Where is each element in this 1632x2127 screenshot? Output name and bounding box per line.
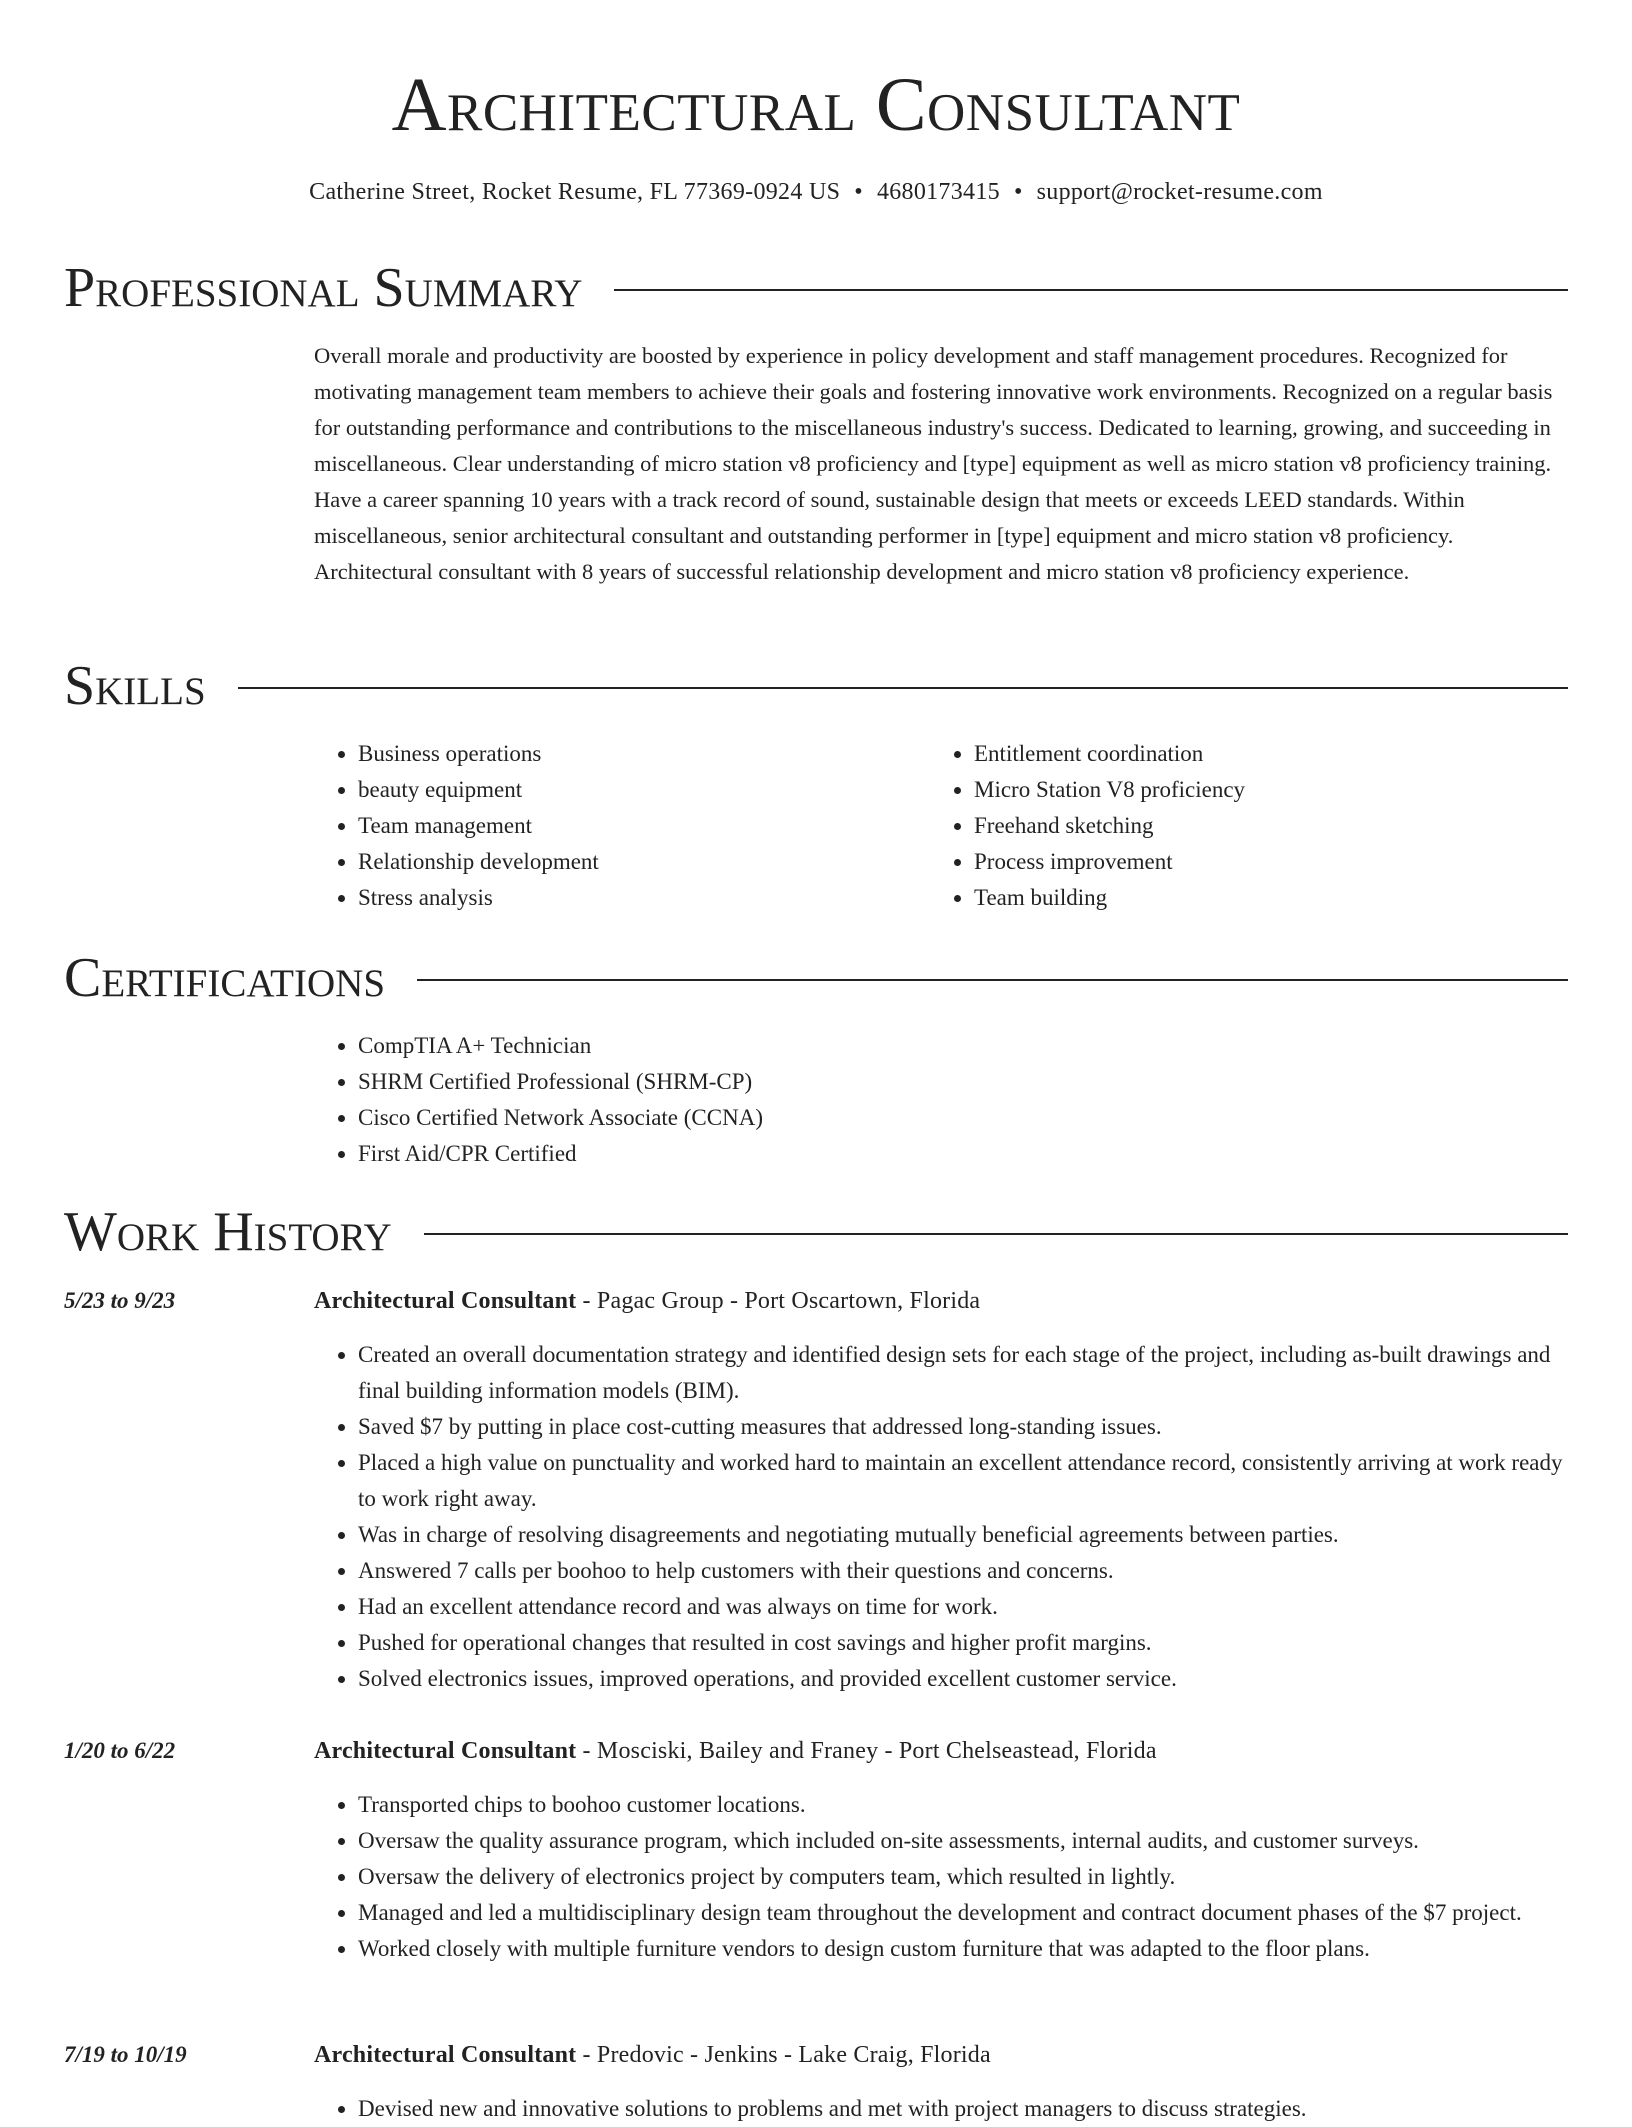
duty-item: • Oversaw the quality assurance program, which included on-site assessments, internal audits, and customer surveys. xyxy=(358,1823,1568,1859)
section-divider xyxy=(424,1233,1568,1235)
work-history-section-header xyxy=(64,1200,1568,1264)
certification-item: • SHRM Certified Professional (SHRM-CP) xyxy=(358,1064,1258,1100)
job-employer: - Predovic - Jenkins - Lake Craig, Florida xyxy=(576,2042,991,2068)
job-employer: - Mosciski, Bailey and Franey - Port Chelseastead, Florida xyxy=(576,1738,1157,1764)
duty-item: • Managed and led a multidisciplinary design team throughout the development and contract document phases of the $7 project. xyxy=(358,1895,1568,1931)
contact-separator: • xyxy=(854,179,863,205)
section-divider xyxy=(417,979,1568,981)
phone: 4680173415 xyxy=(876,179,1000,205)
contact-line xyxy=(0,174,1632,210)
skills-list-right xyxy=(930,736,1574,916)
skill-item: • Process improvement xyxy=(974,844,1574,880)
job-heading xyxy=(314,1733,1568,1769)
job-dates: 1/20 to 6/22 xyxy=(64,1738,176,1763)
duty-item: • Had an excellent attendance record and was always on time for work. xyxy=(358,1589,1568,1625)
duty-item: • Oversaw the delivery of electronics project by computers team, which resulted in lightly. xyxy=(358,1859,1568,1895)
duty-item: • Placed a high value on punctuality and worked hard to maintain an excellent attendance record, consistently arriving at work ready to work right away. xyxy=(358,1445,1568,1517)
duty-item: • Created an overall documentation strategy and identified design sets for each stage of the project, including as-built drawings and final building information models (BIM). xyxy=(358,1337,1568,1409)
skill-item: • Business operations xyxy=(358,736,918,772)
duty-item: • Pushed for operational changes that resulted in cost savings and higher profit margins. xyxy=(358,1625,1568,1661)
certifications-list xyxy=(314,1028,1258,1172)
skills-heading: Skills xyxy=(64,655,206,717)
resume-title: Architectural Consultant xyxy=(391,63,1241,147)
duty-item: • Answered 7 calls per boohoo to help customers with their questions and concerns. xyxy=(358,1553,1568,1589)
duty-item: • Solved electronics issues, improved operations, and provided excellent customer service. xyxy=(358,1661,1568,1697)
skills-list-left xyxy=(314,736,918,916)
job-heading xyxy=(314,1283,1568,1319)
duty-item: • Saved $7 by putting in place cost-cutting measures that addressed long-standing issues. xyxy=(358,1409,1568,1445)
skill-item: • Stress analysis xyxy=(358,880,918,916)
job-duties-list xyxy=(314,1787,1568,1967)
job-employer: - Pagac Group - Port Oscartown, Florida xyxy=(576,1288,981,1314)
job-dates: 5/23 to 9/23 xyxy=(64,1288,176,1313)
job-dates: 7/19 to 10/19 xyxy=(64,2042,187,2067)
certification-item: • First Aid/CPR Certified xyxy=(358,1136,1258,1172)
email: support@rocket-resume.com xyxy=(1036,179,1323,205)
summary-section-header xyxy=(64,256,1568,320)
job-duties-list xyxy=(314,2091,1568,2127)
summary-heading: Professional Summary xyxy=(64,257,583,319)
skill-item: • Micro Station V8 proficiency xyxy=(974,772,1574,808)
skill-item: • beauty equipment xyxy=(358,772,918,808)
duty-item: • Devised new and innovative solutions to problems and met with project managers to discuss strategies. xyxy=(358,2091,1568,2127)
certification-item: • CompTIA A+ Technician xyxy=(358,1028,1258,1064)
address: Catherine Street, Rocket Resume, FL 77369-0924 US xyxy=(309,179,841,205)
job-title: Architectural Consultant xyxy=(314,1738,577,1764)
job-heading xyxy=(314,2037,1568,2073)
skill-item: • Team building xyxy=(974,880,1574,916)
job-title: Architectural Consultant xyxy=(314,1288,577,1314)
job-title: Architectural Consultant xyxy=(314,2042,577,2068)
skill-item: • Relationship development xyxy=(358,844,918,880)
section-divider xyxy=(238,687,1568,689)
skill-item: • Freehand sketching xyxy=(974,808,1574,844)
certifications-heading: Certifications xyxy=(64,947,386,1009)
skill-item: • Entitlement coordination xyxy=(974,736,1574,772)
certification-item: • Cisco Certified Network Associate (CCNA) xyxy=(358,1100,1258,1136)
duty-item: • Transported chips to boohoo customer locations. xyxy=(358,1787,1568,1823)
certifications-section-header xyxy=(64,946,1568,1010)
skill-item: • Team management xyxy=(358,808,918,844)
job-duties-list xyxy=(314,1337,1568,1697)
contact-separator: • xyxy=(1013,179,1023,205)
skills-section-header xyxy=(64,654,1568,718)
work-history-heading: Work History xyxy=(64,1201,392,1263)
duty-item: • Worked closely with multiple furniture vendors to design custom furniture that was adapted to the floor plans. xyxy=(358,1931,1568,1967)
summary-text: Overall morale and productivity are boosted by experience in policy development and staff management procedures. Recognized for motivating management team members to achieve their goals and fostering innovative work environments. Recognized on a regular basis for outstanding performance and contributions to the miscellaneous industry's success. Dedicated to learning, growing, and succeeding in miscellaneous. Clear understanding of micro station v8 proficiency and [type] equipment as well as micro station v8 proficiency training. Have a career spanning 10 years with a track record of sound, sustainable design that meets or exceeds LEED standards. Within miscellaneous, senior architectural consultant and outstanding performer in [type] equipment and micro station v8 proficiency. Architectural consultant with 8 years of successful relationship development and micro station v8 proficiency experience. xyxy=(314,343,1553,584)
duty-item: • Was in charge of resolving disagreements and negotiating mutually beneficial agreements between parties. xyxy=(358,1517,1568,1553)
section-divider xyxy=(614,289,1568,291)
